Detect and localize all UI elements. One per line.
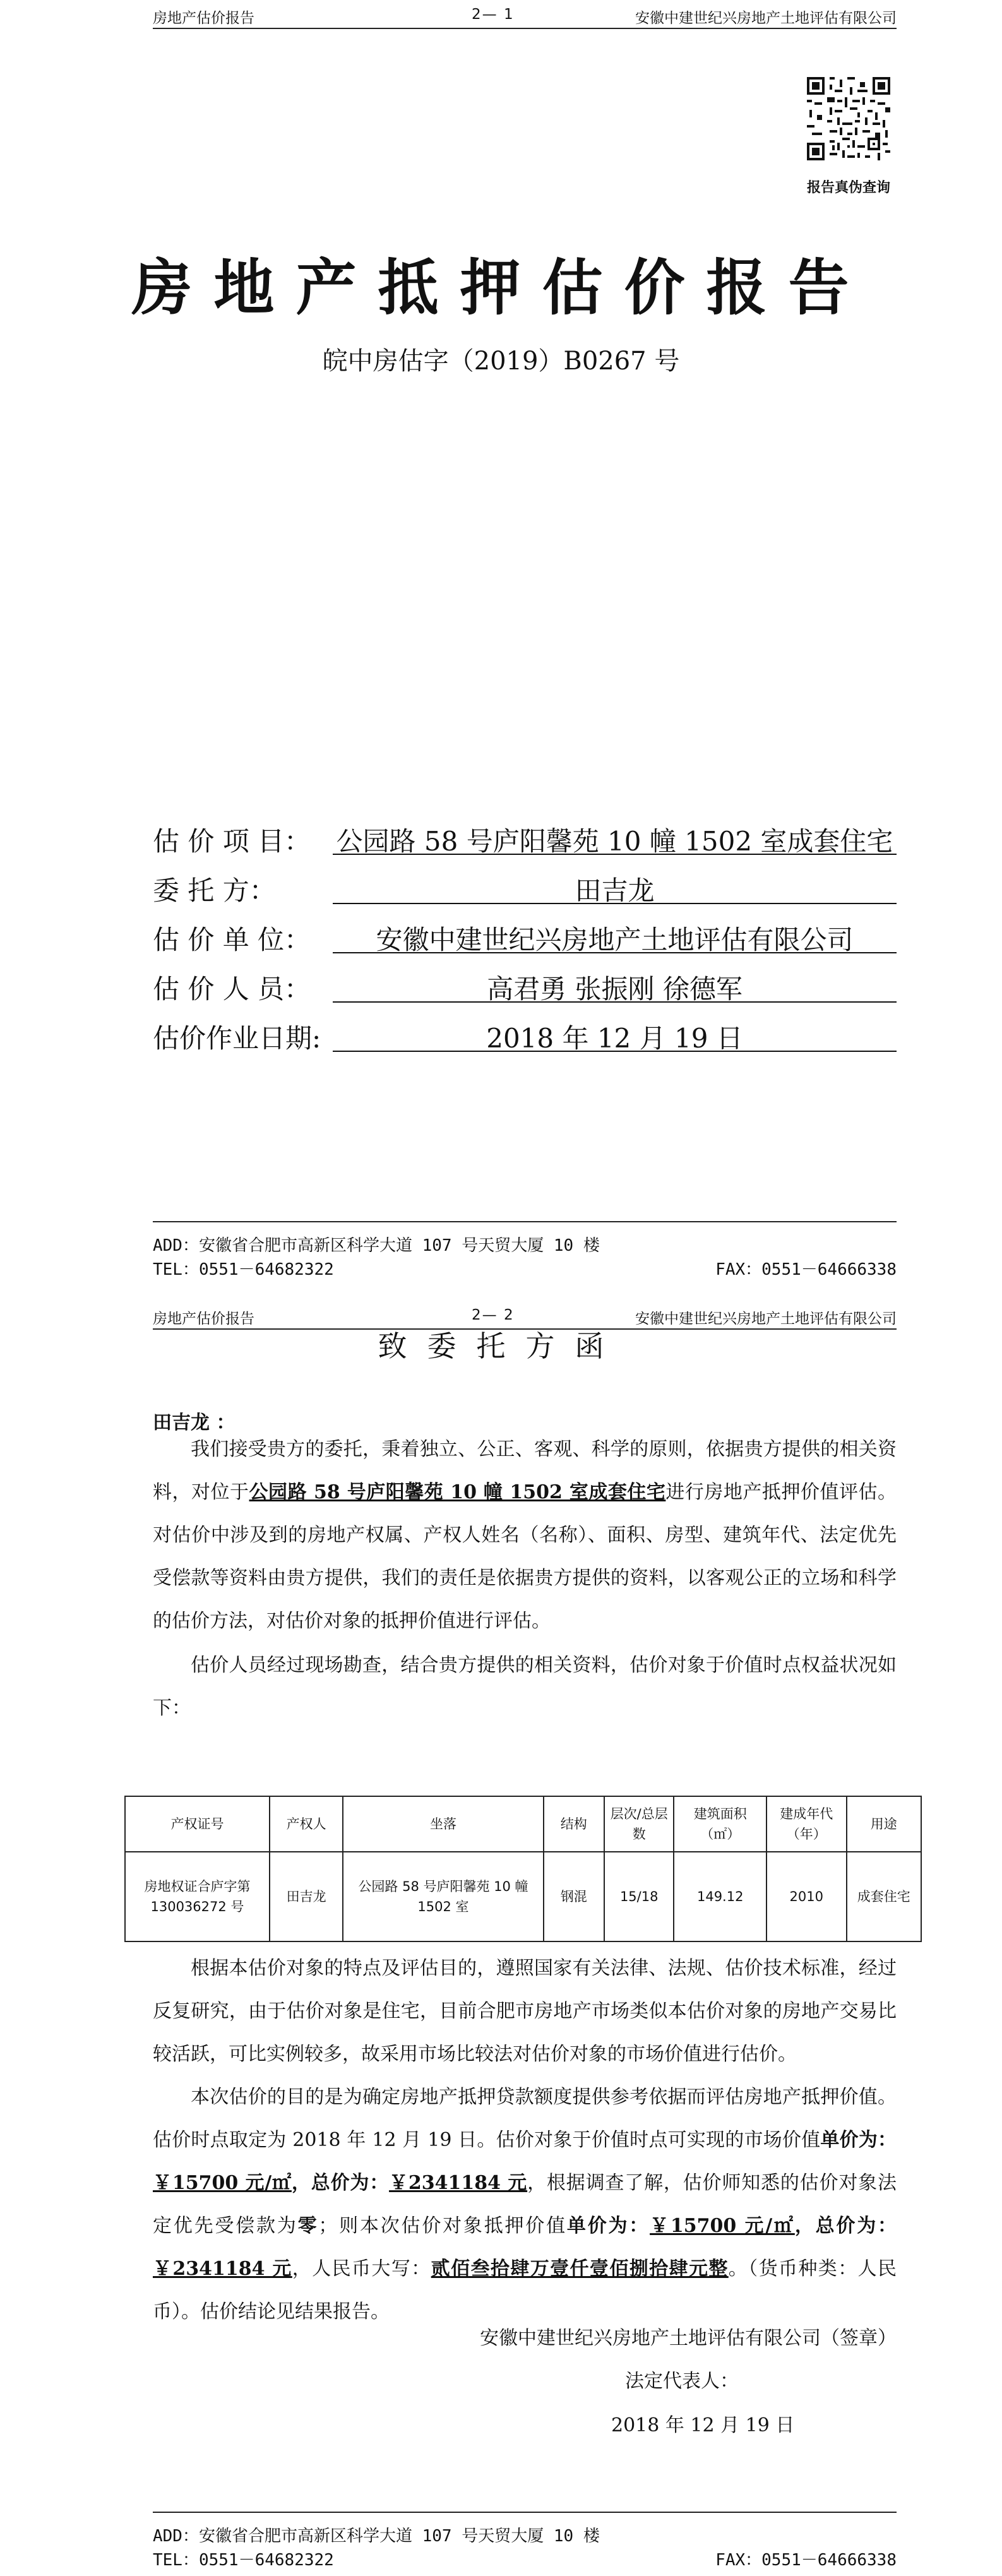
property-address: 公园路 58 号庐阳馨苑 10 幢 1502 室成套住宅 xyxy=(249,1481,666,1503)
cell-structure: 钢混 xyxy=(544,1852,604,1941)
col-year: 建成年代（年） xyxy=(766,1796,847,1852)
signature-representative: 法定代表人： xyxy=(625,2370,739,2392)
cell-floor: 15/18 xyxy=(604,1852,674,1941)
mortgage-unit-price: ￥15700 元/㎡ xyxy=(650,2215,795,2237)
valuation-text-e: 。（货币种类：人民币）。估价结论见结果报告。 xyxy=(153,2258,897,2323)
cell-year: 2010 xyxy=(766,1852,847,1941)
running-header xyxy=(153,4,897,29)
table-row xyxy=(125,1852,921,1941)
paragraph-valuation xyxy=(153,2076,897,2334)
footer-tel: TEL：0551－64682322 xyxy=(153,2551,334,2570)
header-page-number: 2— 2 xyxy=(472,1307,515,1323)
cell-owner: 田吉龙 xyxy=(270,1852,343,1941)
qr-label: 报告真伪查询 xyxy=(806,180,890,196)
field-value: 安徽中建世纪兴房地产土地评估有限公司 xyxy=(333,919,897,953)
footer-rule xyxy=(153,1221,897,1222)
market-total-price-label: ，总价为： xyxy=(291,2172,390,2194)
field-label: 估 价 项 目： xyxy=(153,826,311,857)
property-rights-table xyxy=(124,1796,922,1942)
paragraph-inspection: 估价人员经过现场勘查，结合贵方提供的相关资料，估价对象于价值时点权益状况如下： xyxy=(153,1654,897,1719)
header-company: 安徽中建世纪兴房地产土地评估有限公司 xyxy=(635,1311,897,1327)
valuation-text-c: ；则本次估价对象抵押价值 xyxy=(318,2215,567,2237)
intro-text-b: 进行房地产抵押价值评估。对估价中涉及到的房地产权属、产权人姓名（名称）、面积、房型、建筑年代、法定优先受偿款等资料由贵方提供，我们的责任是依据贵方提供的资料，以客观公正的立场和科学的估价方法，对估价对象的抵押价值进行评估。 xyxy=(153,1481,897,1632)
paragraph-method: 根据本估价对象的特点及评估目的，遵照国家有关法律、法规、估价技术标准，经过反复研究，由于估价对象是住宅，目前合肥市房地产市场类似本估价对象的房地产交易比较活跃，可比实例较多，故采用市场比较法对估价对象的市场价值进行估价。 xyxy=(153,1957,897,2065)
valuation-text-b: ，根据调查了解，估价师知悉的估价对象法定优先受偿款为 xyxy=(153,2172,897,2237)
col-structure: 结构 xyxy=(544,1796,604,1852)
cell-area: 149.12 xyxy=(674,1852,766,1941)
field-label: 估 价 人 员： xyxy=(153,974,311,1005)
market-total-price: ￥2341184 元 xyxy=(389,2172,528,2194)
valuation-text-d: ，人民币大写： xyxy=(292,2258,431,2280)
cell-usage: 成套住宅 xyxy=(847,1852,922,1941)
col-usage: 用途 xyxy=(847,1796,922,1852)
footer-fax: FAX：0551－64666338 xyxy=(715,2551,897,2570)
header-company: 安徽中建世纪兴房地产土地评估有限公司 xyxy=(635,10,897,27)
priority-claim-amount: 零 xyxy=(297,2215,319,2237)
mortgage-unit-price-label: 单价为： xyxy=(566,2215,650,2237)
header-report-type: 房地产估价报告 xyxy=(153,1311,254,1327)
field-label: 估 价 单 位： xyxy=(153,924,311,955)
intro-text-a: 我们接受贵方的委托，秉着独立、公正、客观、科学的原则，依据贵方提供的相关资料，对位于 xyxy=(153,1438,897,1503)
footer-address: ADD：安徽省合肥市高新区科学大道 107 号天贸大厦 10 楼 xyxy=(153,1236,600,1255)
field-label: 委 托 方： xyxy=(153,875,276,906)
field-label: 估价作业日期: xyxy=(153,1023,321,1054)
footer-fax: FAX：0551－64666338 xyxy=(715,1260,897,1279)
report-title: 房地产抵押估价报告 xyxy=(131,252,871,323)
cell-location: 公园路 58 号庐阳馨苑 10 幢 1502 室 xyxy=(343,1852,543,1941)
report-number: 皖中房估字（2019）B0267 号 xyxy=(322,347,680,376)
letter-title: 致委托方函 xyxy=(378,1329,624,1363)
footer-address: ADD：安徽省合肥市高新区科学大道 107 号天贸大厦 10 楼 xyxy=(153,2527,600,2546)
field-value: 2018 年 12 月 19 日 xyxy=(333,1018,897,1052)
table-header-row xyxy=(125,1796,921,1852)
header-page-number: 2— 1 xyxy=(472,6,515,23)
amount-in-words: 贰佰叁拾肆万壹仟壹佰捌拾肆元整 xyxy=(431,2258,729,2280)
addressee: 田吉龙 ： xyxy=(153,1412,236,1434)
paragraph-intro xyxy=(153,1428,897,1643)
col-area: 建筑面积（㎡） xyxy=(674,1796,766,1852)
market-unit-price: ￥15700 元/㎡ xyxy=(153,2172,292,2194)
col-location: 坐落 xyxy=(343,1796,543,1852)
footer-rule xyxy=(153,2512,897,2513)
field-value: 公园路 58 号庐阳馨苑 10 幢 1502 室成套住宅 xyxy=(333,821,897,855)
col-owner: 产权人 xyxy=(270,1796,343,1852)
signature-company: 安徽中建世纪兴房地产土地评估有限公司（签章） xyxy=(480,2327,897,2349)
col-floor: 层次/总层数 xyxy=(604,1796,674,1852)
header-report-type: 房地产估价报告 xyxy=(153,10,254,27)
mortgage-total-price-label: ，总价为： xyxy=(794,2215,897,2237)
qr-code-icon[interactable] xyxy=(807,77,890,160)
cell-cert-no: 房地权证合庐字第 130036272 号 xyxy=(125,1852,270,1941)
mortgage-total-price: ￥2341184 元 xyxy=(153,2258,292,2280)
footer-tel: TEL：0551－64682322 xyxy=(153,1260,334,1279)
col-cert-no: 产权证号 xyxy=(125,1796,270,1852)
field-value: 高君勇 张振刚 徐德军 xyxy=(333,969,897,1003)
market-unit-price-label: 单价为： xyxy=(820,2129,897,2151)
signature-date: 2018 年 12 月 19 日 xyxy=(611,2414,795,2436)
field-value: 田吉龙 xyxy=(333,870,897,904)
valuation-text-a: 本次估价的目的是为确定房地产抵押贷款额度提供参考依据而评估房地产抵押价值。估价时点取定为 2018 年 12 月 19 日。估价对象于价值时点可实现的市场价值 xyxy=(153,2086,897,2151)
